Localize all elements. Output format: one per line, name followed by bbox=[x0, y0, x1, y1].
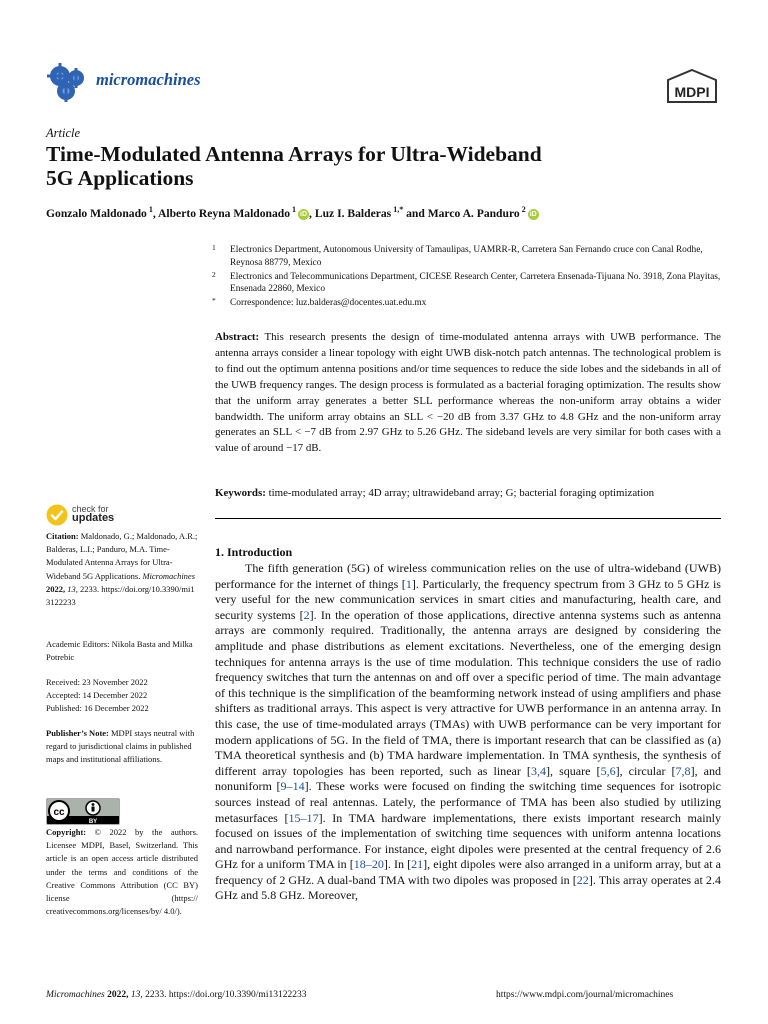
orcid-icon[interactable]: iD bbox=[300, 210, 308, 218]
received-date: Received: 23 November 2022 bbox=[46, 677, 148, 687]
author-affil-mark: 2 bbox=[519, 205, 526, 214]
keywords bbox=[215, 486, 721, 500]
title-line-2: 5G Applications bbox=[46, 166, 194, 190]
abstract-label: Abstract: bbox=[215, 331, 260, 343]
reference-link[interactable]: 21 bbox=[411, 857, 424, 872]
author-name[interactable]: Luz I. Balderas bbox=[314, 206, 392, 220]
reference-link[interactable]: 22 bbox=[576, 872, 589, 887]
copyright-label: Copyright: bbox=[46, 827, 87, 837]
editors-names: Nikola Basta and Milka Potrebic bbox=[46, 639, 193, 663]
journal-name[interactable]: micromachines bbox=[96, 70, 201, 89]
affiliation-mark: * bbox=[212, 296, 216, 306]
section-heading: 1. Introduction bbox=[215, 545, 293, 559]
gears-icon bbox=[46, 62, 90, 102]
check-updates-icon bbox=[46, 504, 68, 526]
author-affil-mark: 1 bbox=[146, 205, 153, 214]
affiliation-mark: 2 bbox=[212, 269, 216, 279]
reference-link[interactable]: 1 bbox=[405, 576, 412, 591]
title-line-1: Time-Modulated Antenna Arrays for Ultra-Wideband bbox=[46, 142, 542, 166]
abstract-text: This research presents the design of time-modulated antenna arrays with UWB performance. The antenna arrays consider a linear topology with eight UWB disk-notch patch antennas. The technological problem is to find out the optimum antenna positions and/or time sequences to reduce the side lobes and the sidebands in all of the UWB frequency ranges. The design process is formulated as a bacterial foraging optimization. The results show that the uniform array generates a better SLL performance whereas the non-uniform array obtains a wider bandwidth. The uniform array obtains an SLL < −20 dB from 3.37 GHz to 4.8 GHz and the non-uniform array generates an SLL < −7 dB from 2.97 GHz to 5.26 GHz. The sideband levels are very similar for both cases with a value of around −17 dB. bbox=[215, 331, 721, 455]
reference-link[interactable]: 9–14 bbox=[280, 779, 305, 794]
footer-journal: Micromachines bbox=[46, 990, 105, 1000]
citation-text: Maldonado, G.; Maldonado, A.R.; Balderas, L.I.; Panduro, M.A. Time-Modulated Antenna Arrays for Ultra-Wideband 5G Applications. bbox=[46, 531, 198, 581]
reference-link[interactable]: 3,4 bbox=[530, 763, 547, 778]
reference-link[interactable]: 18–20 bbox=[353, 857, 384, 872]
reference-link[interactable]: 2 bbox=[303, 607, 310, 622]
abstract bbox=[215, 330, 721, 457]
author-affil-mark: 1,* bbox=[391, 205, 404, 214]
author-name[interactable]: Alberto Reyna Maldonado bbox=[158, 206, 291, 220]
footer-year: 2022, bbox=[107, 990, 129, 1000]
affiliations bbox=[212, 244, 722, 311]
affiliation-item bbox=[212, 297, 722, 310]
reference-link[interactable]: 7,8 bbox=[675, 763, 691, 778]
footer-volume: 13, bbox=[130, 990, 143, 1000]
citation-year: 2022, bbox=[46, 583, 66, 594]
section-divider bbox=[215, 518, 721, 519]
orcid-icon[interactable]: iD bbox=[529, 210, 537, 218]
dates-block bbox=[46, 676, 198, 716]
published-date: Published: 16 December 2022 bbox=[46, 703, 149, 714]
publisher-note-text: MDPI stays neutral with regard to jurisdictional claims in published maps and institutional affiliations. bbox=[46, 728, 195, 765]
copyright-text: © 2022 by the authors. Licensee MDPI, Basel, Switzerland. This article is an open access article distributed under the terms and conditions of the Creative Commons Attribution (CC BY) license (https:// creativecommons.org/licenses/by/ 4.0/). bbox=[46, 827, 199, 917]
updates-label: updates bbox=[72, 512, 115, 524]
mdpi-logo[interactable] bbox=[664, 68, 720, 104]
citation-label: Citation: bbox=[46, 531, 79, 541]
affiliation-text: Correspondence: luz.balderas@docentes.uat.edu.mx bbox=[230, 298, 427, 309]
cc-by-text: BY bbox=[88, 819, 98, 825]
author-affil-mark: 1 bbox=[290, 205, 297, 214]
article-title bbox=[46, 142, 686, 190]
svg-text:cc: cc bbox=[53, 807, 65, 818]
affiliation-text: Electronics and Telecommunications Department, CICESE Research Center, Carretera Ensenada-Tijuana No. 3918, Zona Playitas, Ensenada 22860, Mexico bbox=[230, 271, 721, 295]
author-name[interactable]: Gonzalo Maldonado bbox=[46, 206, 147, 220]
affiliation-text: Electronics Department, Autonomous University of Tamaulipas, UAMRR-R, Carretera San Fernando cruce con Canal Rodhe, Reynosa 88779, Mexico bbox=[230, 245, 703, 268]
author-name[interactable]: Marco A. Panduro bbox=[427, 206, 520, 220]
reference-link[interactable]: 15–17 bbox=[288, 810, 319, 825]
footer-journal-url[interactable]: https://www.mdpi.com/journal/micromachines bbox=[496, 990, 674, 1000]
citation-block bbox=[46, 530, 198, 609]
affiliation-item bbox=[212, 244, 722, 269]
mdpi-logo-text: MDPI bbox=[674, 84, 710, 100]
citation-journal: Micromachines bbox=[142, 570, 196, 581]
footer-doi[interactable]: 2233. https://doi.org/10.3390/mi13122233 bbox=[145, 990, 307, 1000]
article-type: Article bbox=[46, 126, 81, 140]
citation-volume: 13, bbox=[67, 583, 78, 594]
check-for-label: check for bbox=[72, 504, 109, 514]
check-for-updates-button[interactable] bbox=[46, 504, 166, 526]
citation-page: 2233. bbox=[80, 583, 100, 594]
publisher-note bbox=[46, 727, 198, 767]
citation-doi-link[interactable]: https://doi.org/10.3390/mi13122233 bbox=[46, 583, 195, 608]
intro-paragraph: The fifth generation (5G) of wireless communication relies on the use of ultra-wideband (UWB) performance for the internet of things [1]. Particularly, the frequency spectrum from 3 GHz to 5 GHz is very useful for the new communication services in smart cities and manufacturing, health care, and security systems [2]. In the operation of those applications, directive antenna systems such as antenna arrays are commonly required. Traditionally, the antenna arrays are designed by considering the amplitude and phase distributions as element excitations. Nevertheless, one of the emerging design techniques for antenna arrays is the use of time modulation. This technique considers the use of radio frequency switches that turn the antennas on and off over a specific period of time. The main advantage of this technique is the simplification of the beamforming network instead of using amplifiers and phase shifters as traditional arrays. This aspect is very attractive for UWB performance in an antenna array. In this case, the use of time-modulated arrays (TMAs) with UWB performance can be very important for modern applications of 5G. In the field of TMA, there is important research that can be classified as (a) TMA theoretical synthesis and (b) TMA hardware implementation. In TMA synthesis, the synthesis of different array topologies has been reported, such as linear [3,4], square [5,6], circular [7,8], and nonuniform [9–14]. These works were focused on finding the switching time sequences for isotropic sources instead of real antennas. Lately, the performance of TMA has been also studied by utilizing metasurfaces [15–17]. In TMA hardware implementations, there exists important research mainly focused on issues of the implementation of switching time sequences with uniform antenna locations and narrowband performance. For instance, eight dipoles were presented at the central frequency of 2.6 GHz for a uniform TMA in [18–20]. In [21], eight dipoles were also arranged in a uniform array, but at a frequency of 2 GHz. A dual-band TMA with two dipoles was proposed in [22]. This array operates at 2.4 GHz and 5.8 GHz. Moreover, bbox=[215, 561, 722, 903]
author-list: Gonzalo Maldonado $^1$, Alberto Reyna Maldonado $^1$iD , Luz I. Balderas $^{1,*}$ and Marco A. Panduro $^2$iD bbox=[46, 205, 537, 220]
cc-by-license-icon[interactable] bbox=[46, 798, 120, 825]
affiliation-item bbox=[212, 271, 722, 296]
introduction-text bbox=[215, 561, 721, 904]
reference-link[interactable]: 5,6 bbox=[600, 763, 616, 778]
keywords-text: time-modulated array; 4D array; ultrawideband array; G; bacterial foraging optimization bbox=[268, 487, 655, 499]
copyright-block bbox=[46, 826, 198, 918]
publisher-note-label: Publisher’s Note: bbox=[46, 728, 109, 738]
footer-citation bbox=[46, 990, 306, 1000]
affiliation-mark: 1 bbox=[212, 243, 216, 252]
academic-editors bbox=[46, 638, 198, 664]
keywords-label: Keywords: bbox=[215, 487, 266, 499]
editors-label: Academic Editors: bbox=[46, 639, 110, 649]
accepted-date: Accepted: 14 December 2022 bbox=[46, 690, 148, 701]
